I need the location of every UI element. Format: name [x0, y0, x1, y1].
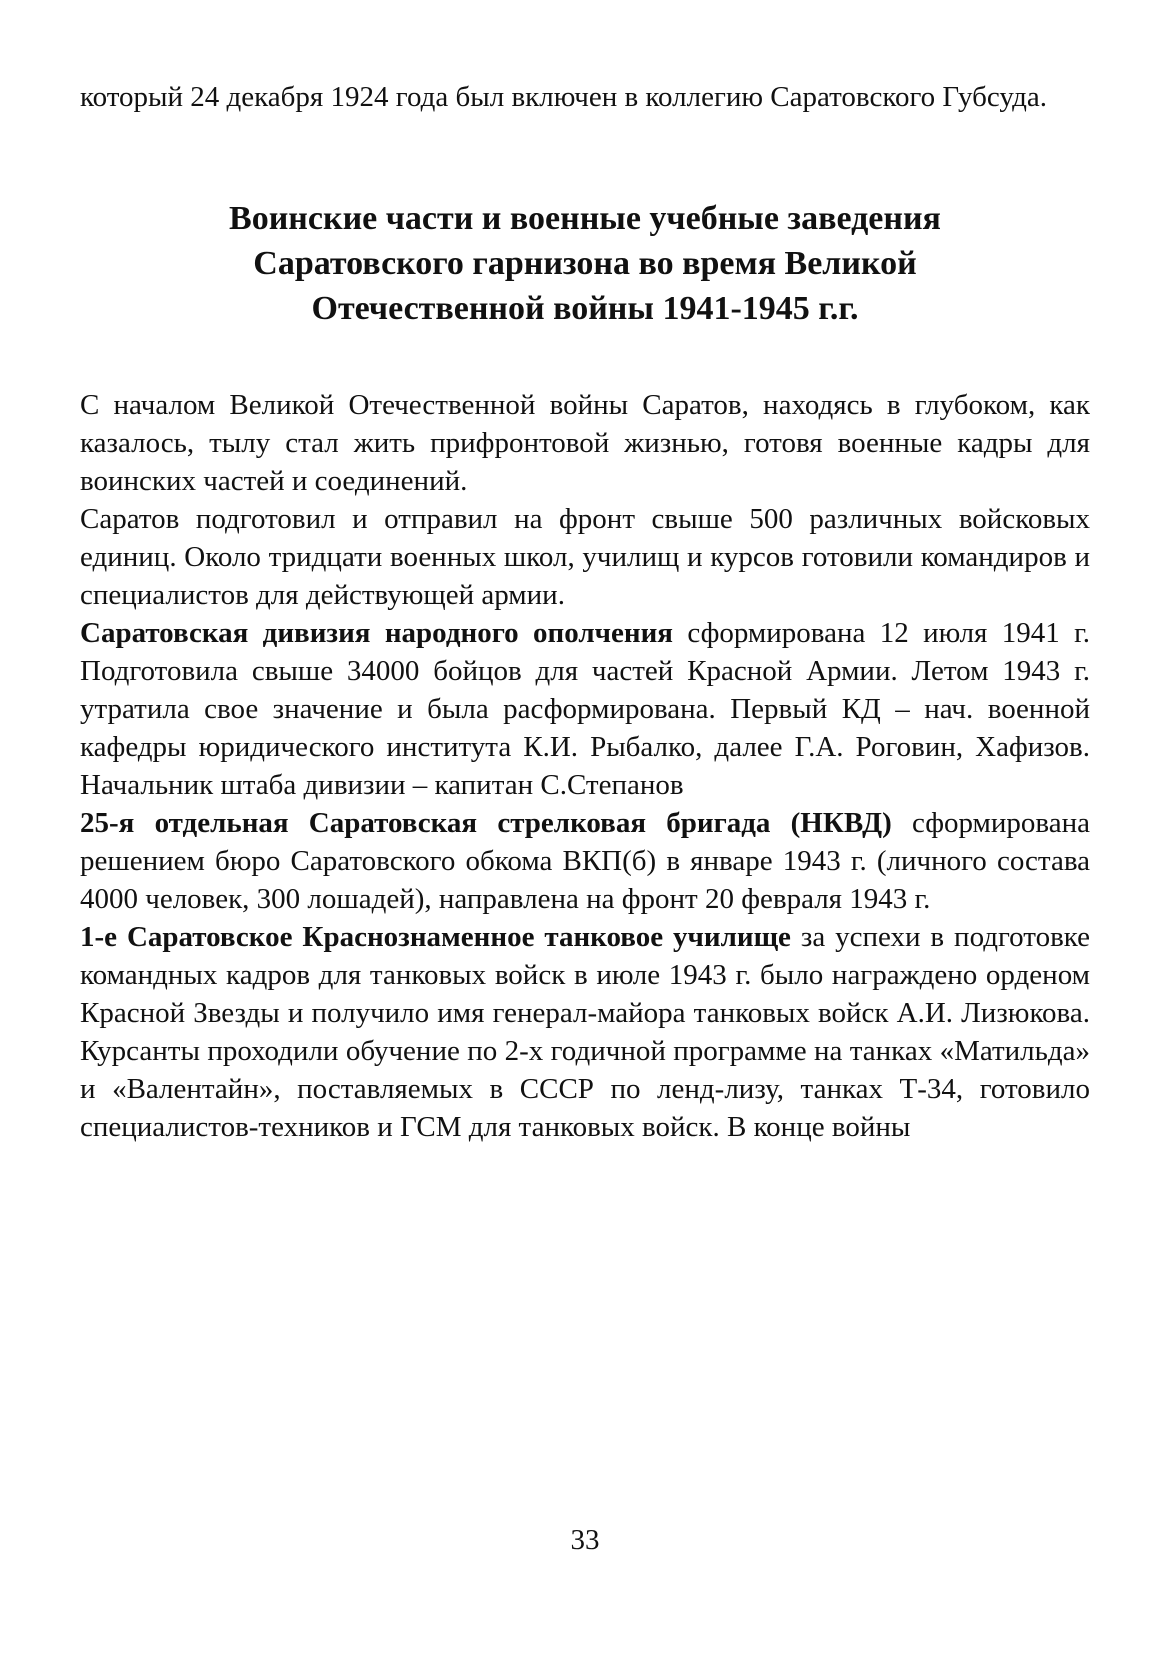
heading-line-2: Саратовского гарнизона во время Великой: [253, 245, 917, 282]
rifle-brigade-title: 25-я отдельная Саратовская стрелковая бригада (НКВД): [80, 807, 892, 839]
paragraph-tank-school: [80, 918, 1090, 1146]
militia-division-text: сформирована 12 июля 1941 г. Подготовила свыше 34000 бойцов для частей Красной Армии. Летом 1943 г. утратила свое значение и была расформирована. Первый КД – нач. военной кафедры юридического института К.И. Рыбалко, далее Г.А. Роговин, Хафизов. Начальник штаба дивизии – капитан С.Степанов: [80, 617, 1090, 801]
intro-paragraph: который 24 декабря 1924 года был включен в коллегию Саратовского Губсуда.: [80, 81, 1047, 113]
paragraph-units-prepared: Саратов подготовил и отправил на фронт свыше 500 различных войсковых единиц. Около тридцати военных школ, училищ и курсов готовили командиров и специалистов для действующей армии.: [80, 503, 1090, 611]
militia-division-title: Саратовская дивизия народного ополчения: [80, 617, 673, 649]
heading-line-3: Отечественной войны 1941-1945 г.г.: [311, 290, 859, 327]
page-number: 33: [570, 1524, 600, 1556]
document-page: [80, 78, 1090, 1146]
heading-line-1: Воинские части и военные учебные заведения: [229, 200, 941, 237]
paragraph-militia-division: [80, 614, 1090, 804]
paragraph-rifle-brigade: [80, 804, 1090, 918]
section-heading: [80, 196, 1090, 331]
paragraph-war-start: С началом Великой Отечественной войны Саратов, находясь в глубоком, как казалось, тылу стал жить прифронтовой жизнью, готовя военные кадры для воинских частей и соединений.: [80, 389, 1090, 497]
tank-school-text: за успехи в подготовке командных кадров для танковых войск в июле 1943 г. было награждено орденом Красной Звезды и получило имя генерал-майора танковых войск А.И. Лизюкова. Курсанты проходили обучение по 2-х годичной программе на танках «Матильда» и «Валентайн», поставляемых в СССР по ленд-лизу, танках Т-34, готовило специалистов-техников и ГСМ для танковых войск. В конце войны: [80, 921, 1091, 1143]
rifle-brigade-text: сформирована решением бюро Саратовского обкома ВКП(б) в январе 1943 г. (личного состава 4000 человек, 300 лошадей), направлена на фронт 20 февраля 1943 г.: [80, 807, 1090, 915]
tank-school-title: 1-е Саратовское Краснознаменное танковое училище: [80, 921, 791, 953]
